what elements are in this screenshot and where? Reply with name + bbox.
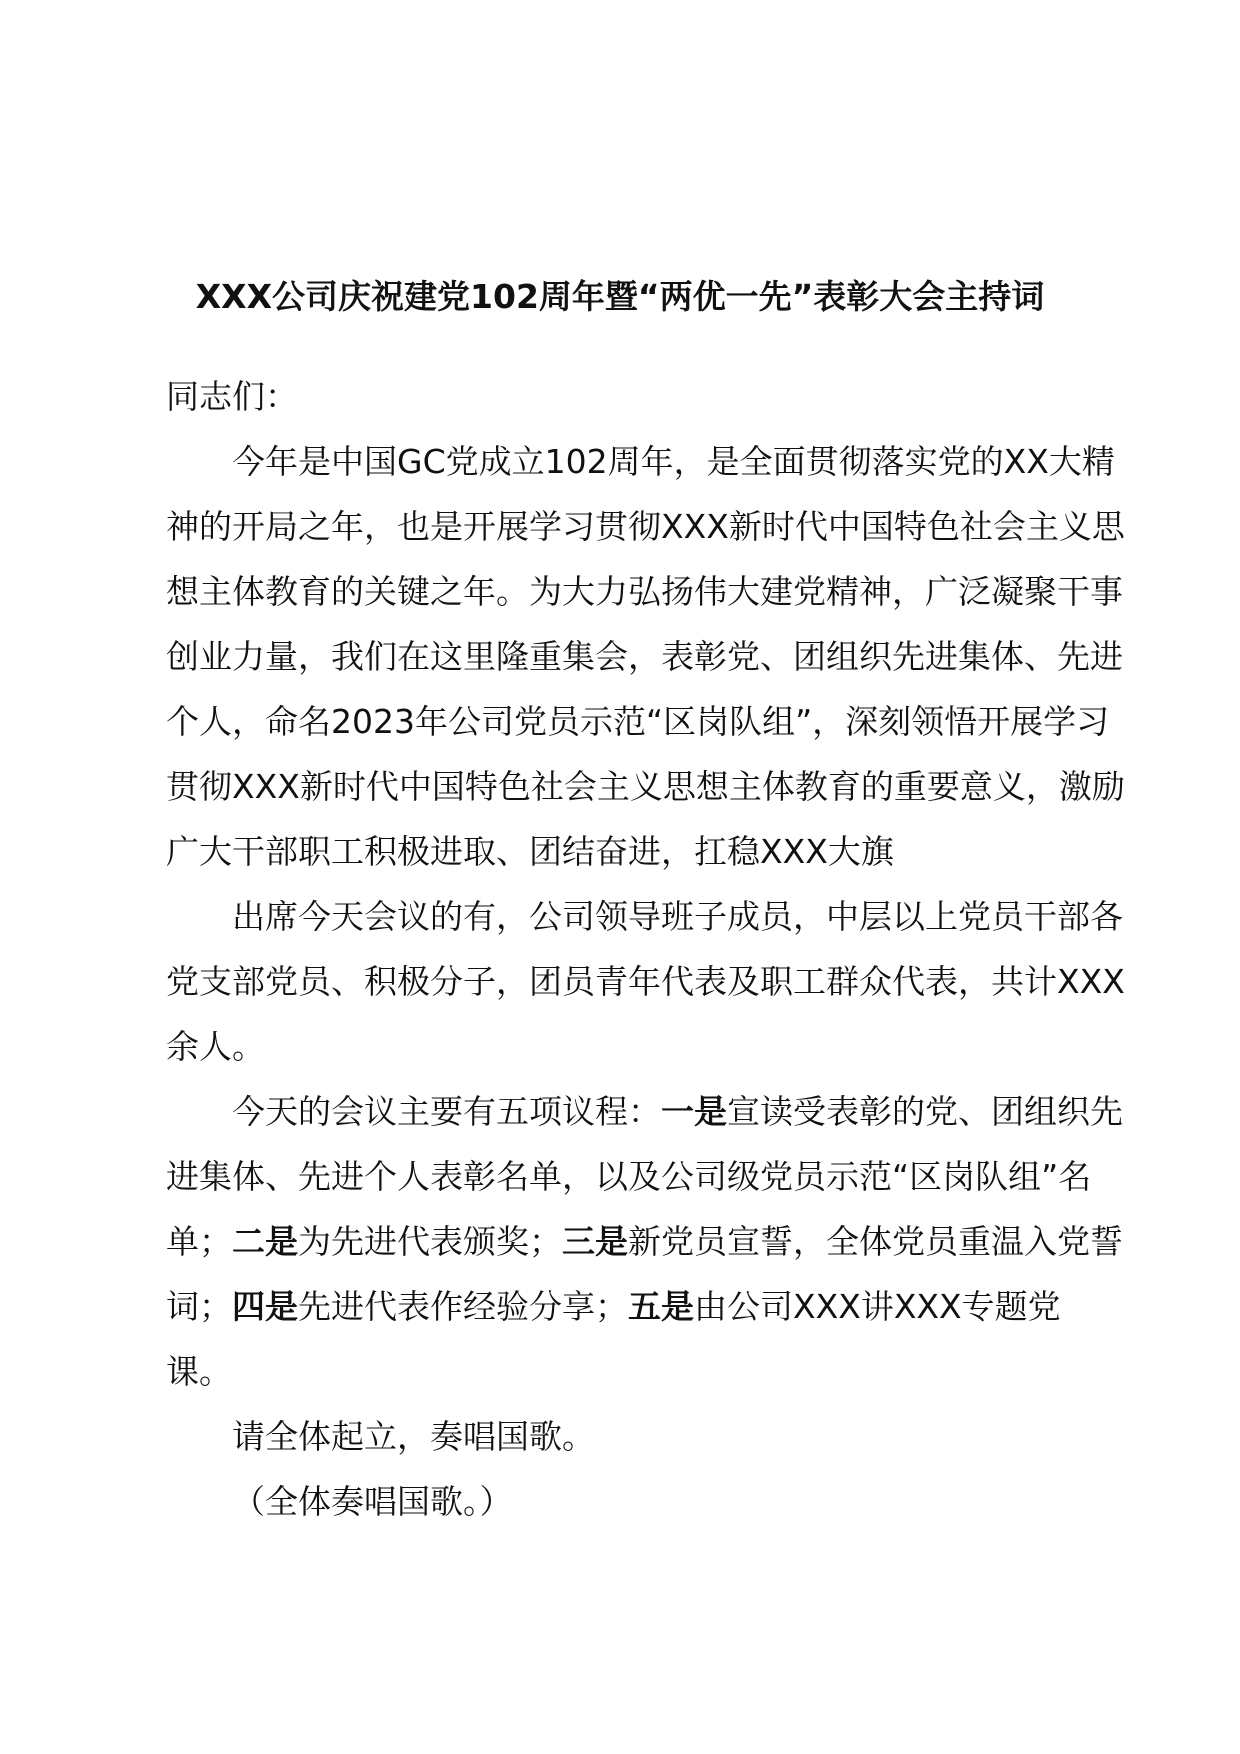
agenda-item-3-text: 新党员宣誓，全体党员重温入党誓词； [166, 1222, 1123, 1326]
agenda-item-5-text: 由公司XXX讲XXX专题党课。 [166, 1287, 1061, 1391]
agenda-item-1-text: 宣读受表彰的党、团组织先进集体、先进个人表彰名单，以及公司级党员示范“区岗队组”名单； [166, 1092, 1123, 1261]
agenda-item-4-label: 四是 [232, 1287, 298, 1326]
agenda-item-5-label: 五是 [628, 1287, 694, 1326]
agenda-item-2-label: 二是 [232, 1222, 298, 1261]
agenda-item-2-text: 为先进代表颁奖； [298, 1222, 562, 1261]
paragraph-attendees: 出席今天会议的有，公司领导班子成员，中层以上党员干部各党支部党员、积极分子，团员青年代表及职工群众代表，共计XXX余人。 [166, 897, 1125, 1066]
agenda-item-4-text: 先进代表作经验分享； [298, 1287, 628, 1326]
agenda-intro: 今天的会议主要有五项议程： [232, 1092, 661, 1131]
paragraph-agenda [166, 1079, 1126, 1404]
salutation: 同志们： [166, 377, 298, 416]
document-body [166, 364, 1126, 1534]
paragraph-opening: 今年是中国GC党成立102周年，是全面贯彻落实党的XX大精神的开局之年，也是开展学习贯彻XXX新时代中国特色社会主义思想主体教育的关键之年。为大力弘扬伟大建党精神，广泛凝聚干事创业力量，我们在这里隆重集会，表彰党、团组织先进集体、先进个人，命名2023年公司党员示范“区岗队组”，深刻领悟开展学习贯彻XXX新时代中国特色社会主义思想主体教育的重要意义，激励广大干部职工积极进取、团结奋进，扛稳XXX大旗 [166, 442, 1125, 871]
document-title: XXX公司庆祝建党102周年暨“两优一先”表彰大会主持词 [195, 277, 1045, 316]
agenda-item-3-label: 三是 [562, 1222, 628, 1261]
stage-note: （全体奏唱国歌。） [232, 1482, 513, 1521]
agenda-item-1-label: 一是 [661, 1092, 727, 1131]
instruction-stand: 请全体起立，奏唱国歌。 [232, 1417, 595, 1456]
